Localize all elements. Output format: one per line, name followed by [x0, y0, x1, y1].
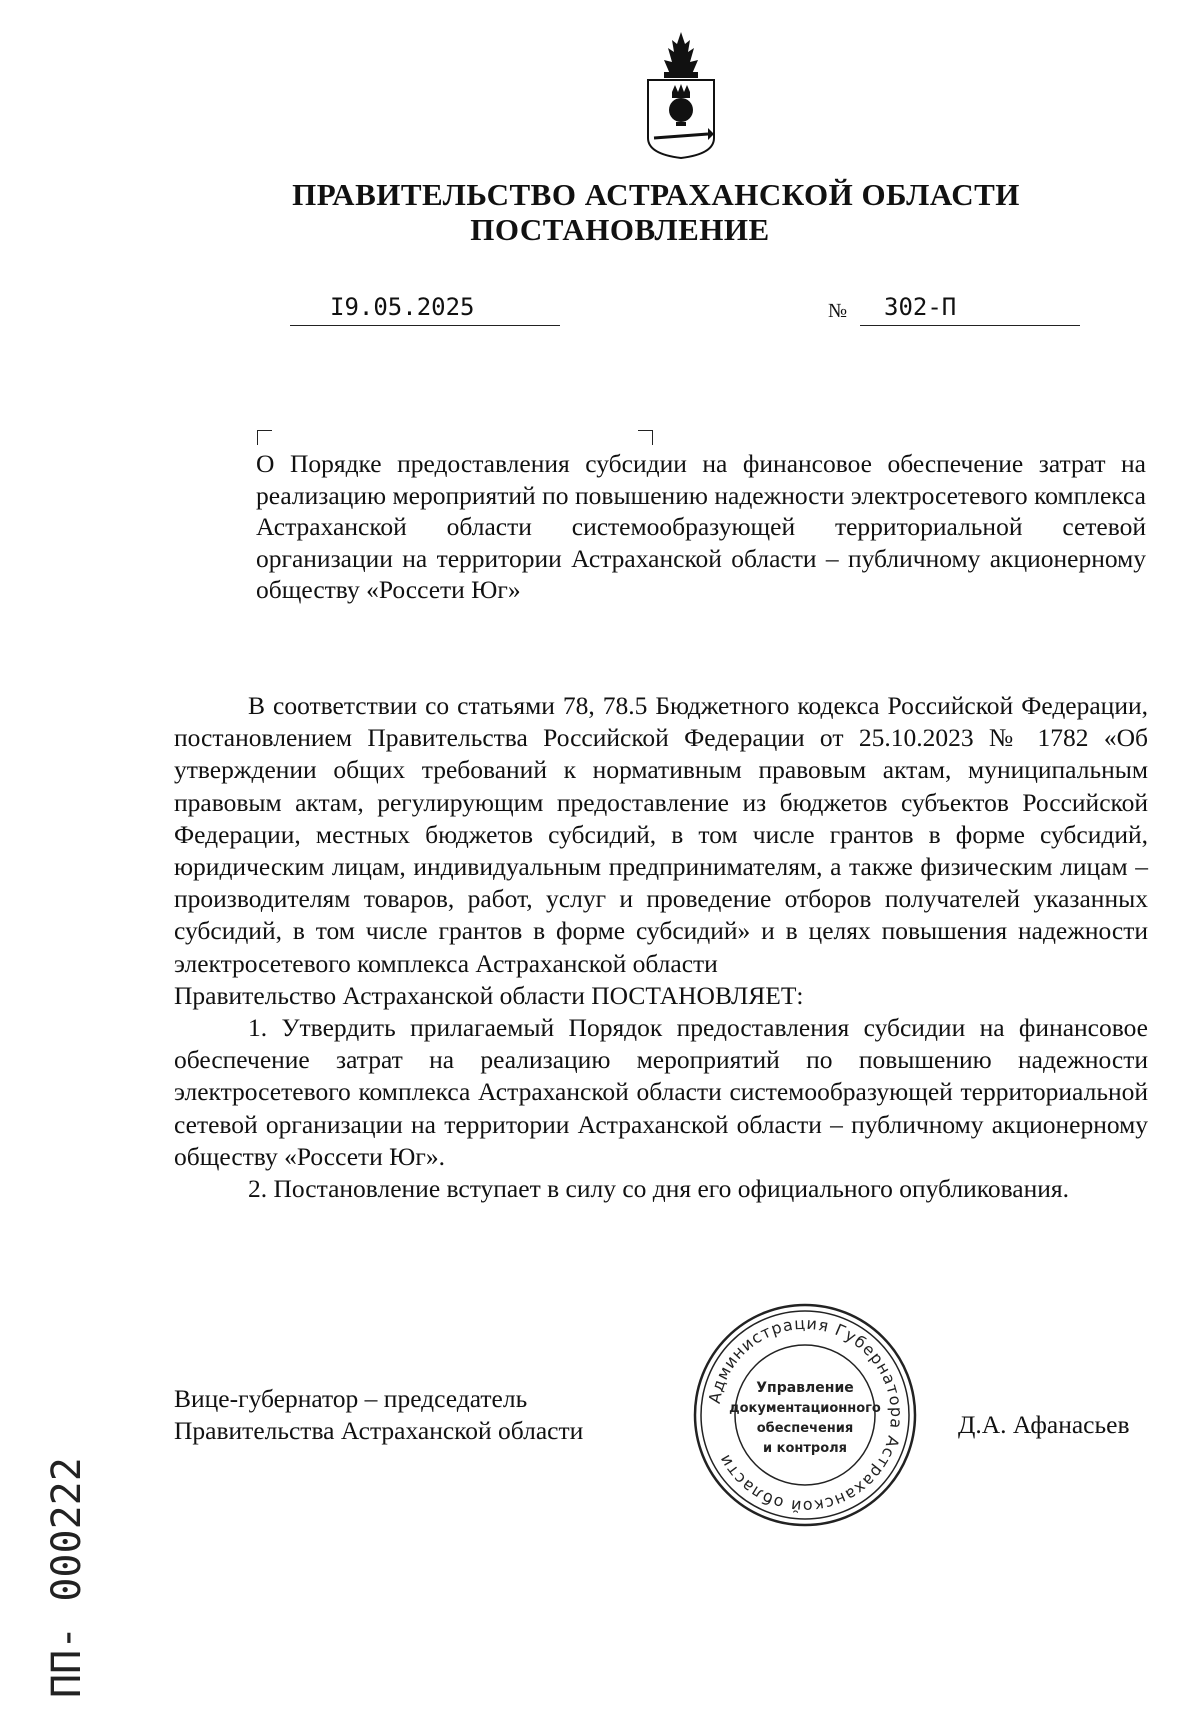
item-2-paragraph: 2. Постановление вступает в силу со дня его официального опубликования.	[248, 1174, 1069, 1204]
signer-position-line-2: Правительства Астраханской области	[174, 1416, 584, 1445]
signer-position-line-1: Вице-губернатор – председатель	[174, 1384, 528, 1413]
stamp-ring-text: Администрация Губернатора Астраханской области	[704, 1313, 907, 1517]
document-type-title: ПОСТАНОВЛЕНИЕ	[470, 212, 770, 247]
signer-name: Д.А. Афанасьев	[958, 1410, 1130, 1439]
preamble-paragraph: В соответствии со статьями 78, 78.5 Бюджетного кодекса Российской Федерации, постановлением Правительства Российской Федерации от 25.10.2023 № 1782 «Об утверждении общих требований к нормативным правовым актам, муниципальным правовым актам, регулирующим предоставление из бюджетов субъектов Российской Федерации, местных бюджетов субсидий, в том числе грантов в форме субсидий, юридическим лицам, индивидуальным предпринимателям, а также физическим лицам – производителям товаров, работ, услуг и проведение отборов получателей указанных субсидий, в том числе грантов в форме субсидий» и в целях повышения надежности электросетевого комплекса Астраханской области	[174, 691, 1148, 978]
item-1-paragraph: 1. Утвердить прилагаемый Порядок предоставления субсидии на финансовое обеспечение затрат на реализацию мероприятий по повышению надежности электросетевого комплекса Астраханской области системообразующей территориальной сетевой организации на территории Астраханской области – публичному акционерному обществу «Россети Юг».	[174, 1013, 1148, 1171]
stamp-line-4: и контроля	[762, 1441, 848, 1456]
document-number-field	[860, 293, 1080, 326]
document-date-field	[290, 293, 560, 326]
subject-corner-right	[638, 430, 653, 445]
document-body	[174, 690, 1148, 1205]
stamp-line-2: документационного	[729, 1401, 881, 1416]
document-number: 302-П	[884, 293, 957, 321]
government-title: ПРАВИТЕЛЬСТВО АСТРАХАНСКОЙ ОБЛАСТИ	[292, 177, 1020, 212]
side-code-text: ПП- 000222	[44, 1457, 90, 1698]
number-sign: №	[828, 300, 848, 322]
resolves-line: Правительство Астраханской области ПОСТАНОВЛЯЕТ:	[174, 980, 804, 1010]
official-stamp	[690, 1300, 920, 1530]
side-registration-code	[14, 1380, 104, 1700]
document-date: I9.05.2025	[330, 293, 475, 321]
document-subject: О Порядке предоставления субсидии на финансовое обеспечение затрат на реализацию мероприятий по повышению надежности электросетевого комплекса Астраханской области системообразующей территориальной сетевой организации на территории Астраханской области – публичному акционерному обществу «Россети Юг»	[256, 449, 1146, 604]
signer-position	[174, 1383, 583, 1447]
coat-of-arms-icon	[638, 30, 724, 160]
stamp-line-3: обеспечения	[756, 1421, 854, 1436]
subject-corner-left	[257, 430, 272, 445]
stamp-line-1: Управление	[756, 1380, 854, 1396]
